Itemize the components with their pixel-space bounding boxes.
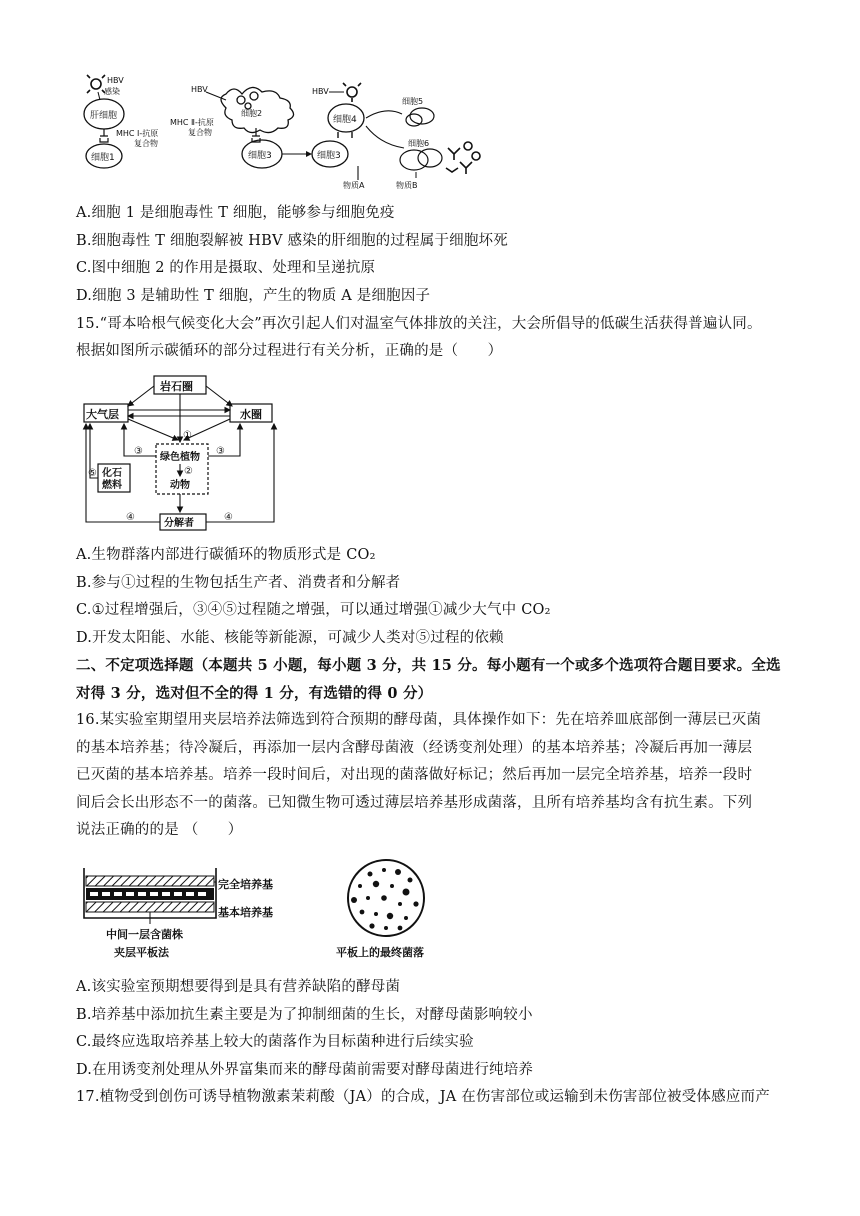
q15-stem-line1: 15.“哥本哈根气候变化大会”再次引起人们对温室气体排放的关注，大会所倡导的低碳生活获得普遍认同。 [76,316,762,332]
fig15-n2: ② [184,466,193,477]
q16-stem-line1: 16.某实验室期望用夹层培养法筛选到符合预期的酵母菌，具体操作如下：先在培养皿底部倒一薄层已灭菌 [76,712,762,728]
fig14-mhc1b-label: 复合物 [134,139,158,148]
basic-medium-layer [86,902,214,912]
q16-stem-line2: 的基本培养基；待冷凝后，再添加一层内含酵母菌液（经诱变剂处理）的基本培养基；冷凝后再加一薄层 [76,740,753,756]
fig15-animal-label: 动物 [170,480,190,491]
q16-option-a: A.该实验室预期想要得到是具有营养缺陷的酵母菌 [76,979,401,995]
q16-stem-line4: 间后会长出形态不一的菌落。已知微生物可透过薄层培养基形成菌落，且所有培养基均含有抗生素。下列 [76,795,753,811]
antibody-icon [446,142,480,174]
layer-plate-diagram [80,858,450,966]
fig14-cell5-label: 细胞5 [402,97,424,106]
fig14-hbv3-label: HBV [312,87,329,96]
q14-option-b: B.细胞毒性 T 细胞裂解被 HBV 感染的肝细胞的过程属于细胞坏死 [76,233,508,249]
fig15-n1: ① [183,430,192,441]
fig15-n5: ⑤ [88,468,97,479]
fig14-cell6-label: 细胞6 [408,139,430,148]
hbv-virus-icon [87,75,105,93]
fig14-substanceA-label: 物质A [343,181,365,190]
q16-option-b: B.培养基中添加抗生素主要是为了抑制细菌的生长，对酵母菌影响较小 [76,1007,533,1023]
q14-option-d: D.细胞 3 是辅助性 T 细胞，产生的物质 A 是细胞因子 [76,288,431,304]
fig14-infect-label: 感染 [104,87,120,96]
q15-option-a: A.生物群落内部进行碳循环的物质形式是 CO₂ [76,547,376,563]
fig15-n4-right: ④ [224,512,233,523]
fig14-cell1-label: 细胞1 [91,153,115,163]
fig14-cell3b-label: 细胞3 [317,151,341,161]
fig14-mhc2-label: MHC Ⅱ-抗原 [170,118,214,127]
fig14-substanceB-label: 物质B [396,181,418,190]
fig14-cell4-label: 细胞4 [333,115,357,125]
fig16-final-label: 平板上的最终菌落 [336,946,424,959]
fig16-complete-label: 完全培养基 [218,878,273,891]
fig15-water-label: 水圈 [240,408,262,421]
fig15-plant-label: 绿色植物 [160,452,200,463]
fig15-rock-label: 岩石圈 [160,380,193,393]
q16-stem-line5: 说法正确的的是 （ ） [76,822,243,838]
fig16-basic-label: 基本培养基 [218,906,273,919]
fig14-hbv-label: HBV [107,76,124,85]
fig16-middle-label: 中间一层含菌株 [106,928,183,941]
fig14-mhc2b-label: 复合物 [188,128,212,137]
section2-heading-line2: 对得 3 分，选对但不全的得 1 分，有选错的得 0 分） [76,685,433,702]
q14-option-a: A.细胞 1 是细胞毒性 T 细胞，能够参与细胞免疫 [76,205,395,221]
fig14-cell3a-label: 细胞3 [248,151,272,161]
fig15-n3-right: ③ [216,446,225,457]
section2-heading-line1: 二、不定项选择题（本题共 5 小题，每小题 3 分，共 15 分。每小题有一个或多个选项符合题目要求。全选 [76,657,781,674]
fig15-n3-left: ③ [134,446,143,457]
q14-option-c: C.图中细胞 2 的作用是摄取、处理和呈递抗原 [76,260,376,276]
fig15-decomposer-label: 分解者 [164,518,194,529]
q17-stem-line1: 17.植物受到创伤可诱导植物激素茉莉酸（JA）的合成，JA 在伤害部位或运输到未伤害部位被受体感应而产 [76,1089,770,1105]
fig15-fossil2-label: 燃料 [102,480,122,491]
immune-diagram [76,70,496,195]
fig14-cell2-label: 细胞2 [241,109,263,118]
fig15-n4-left: ④ [126,512,135,523]
hbv-virus-icon [343,83,361,102]
fig14-hbv2-label: HBV [191,85,208,94]
q16-option-c: C.最终应选取培养基上较大的菌落作为目标菌种进行后续实验 [76,1034,474,1050]
q15-stem-line2: 根据如图所示碳循环的部分过程进行有关分析，正确的是（ ） [76,343,503,359]
complete-medium-layer [86,876,214,886]
carbon-cycle-diagram [80,372,280,532]
q16-stem-line3: 已灭菌的基本培养基。培养一段时间后，对出现的菌落做好标记；然后再加一层完全培养基，培养一段时 [76,767,753,783]
q15-option-b: B.参与①过程的生物包括生产者、消费者和分解者 [76,575,401,591]
fig16-method-label: 夹层平板法 [114,946,169,959]
fig15-atmosphere-label: 大气层 [86,408,119,421]
cell6-shape [400,150,428,170]
fig15-fossil1-label: 化石 [102,468,122,479]
q15-option-c: C.①过程增强后，③④⑤过程随之增强，可以通过增强①减少大气中 CO₂ [76,602,551,618]
fig14-mhc1-label: MHC Ⅰ-抗原 [116,129,159,138]
q15-option-d: D.开发太阳能、水能、核能等新能源，可减少人类对⑤过程的依赖 [76,630,504,646]
q16-option-d: D.在用诱变剂处理从外界富集而来的酵母菌前需要对酵母菌进行纯培养 [76,1062,534,1078]
fig14-liver-label: 肝细胞 [90,111,118,121]
